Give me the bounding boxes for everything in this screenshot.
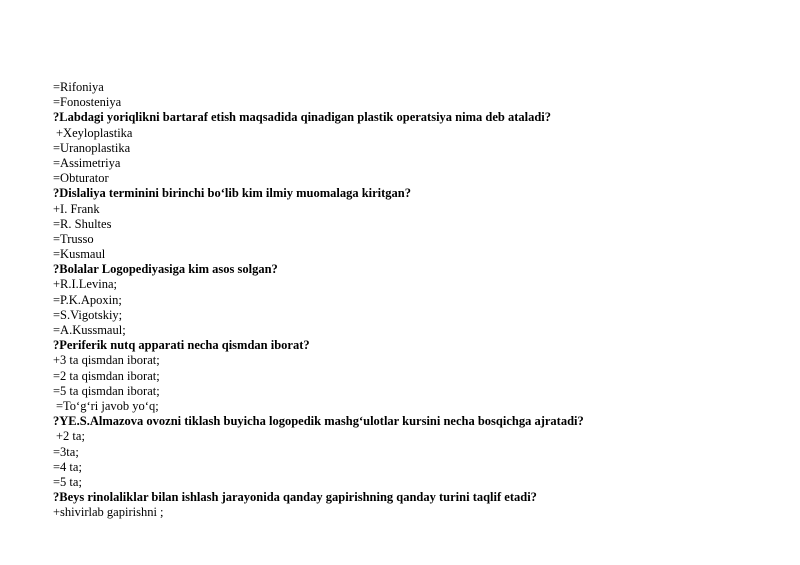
question-text: ?Bolalar Logopediyasiga kim asos solgan? — [53, 262, 278, 277]
answer-option: +shivirlab gapirishni ; — [53, 505, 164, 520]
answer-option: =Fonosteniya — [53, 95, 122, 110]
answer-option: +R.I.Levina; — [53, 277, 117, 292]
answer-option: +2 ta; — [56, 429, 85, 444]
answer-option: =Trusso — [53, 231, 94, 246]
question-text: ?YE.S.Almazova ovozni tiklash buyicha logopedik mashg‘ulotlar kursini necha bosqichga ajratadi? — [53, 414, 584, 429]
answer-option: =Rifoniya — [53, 80, 104, 94]
answer-option: =3ta; — [53, 444, 79, 459]
answer-option: =Assimetriya — [53, 155, 121, 170]
answer-option: +I. Frank — [53, 201, 100, 216]
question-text: ?Dislaliya terminini birinchi bo‘lib kim ilmiy muomalaga kiritgan? — [53, 186, 412, 201]
answer-option: =P.K.Apoxin; — [53, 292, 122, 307]
answer-option: =S.Vigotskiy; — [53, 307, 123, 322]
answer-option: =5 ta qismdan iborat; — [53, 383, 160, 398]
answer-option: =Uranoplastika — [53, 140, 131, 155]
document-page — [53, 80, 773, 520]
question-text: ?Labdagi yoriqlikni bartaraf etish maqsadida qinadigan plastik operatsiya nima deb ataladi? — [53, 110, 552, 125]
answer-option: =Obturator — [53, 171, 109, 186]
answer-option: =4 ta; — [53, 459, 82, 474]
answer-option: =Kusmaul — [53, 247, 106, 262]
question-text: ?Periferik nutq apparati necha qismdan iborat? — [53, 338, 310, 353]
answer-option: =A.Kussmaul; — [53, 323, 126, 337]
answer-option: =R. Shultes — [53, 216, 112, 231]
answer-option: =To‘g‘ri javob yo‘q; — [56, 398, 159, 413]
answer-option: =5 ta; — [53, 474, 82, 489]
answer-option: +Xeyloplastika — [56, 125, 133, 140]
answer-option: +3 ta qismdan iborat; — [53, 353, 160, 368]
answer-option: =2 ta qismdan iborat; — [53, 368, 160, 383]
question-text: ?Beys rinolaliklar bilan ishlash jarayonida qanday gapirishning qanday turini taqlif etadi? — [53, 490, 537, 505]
